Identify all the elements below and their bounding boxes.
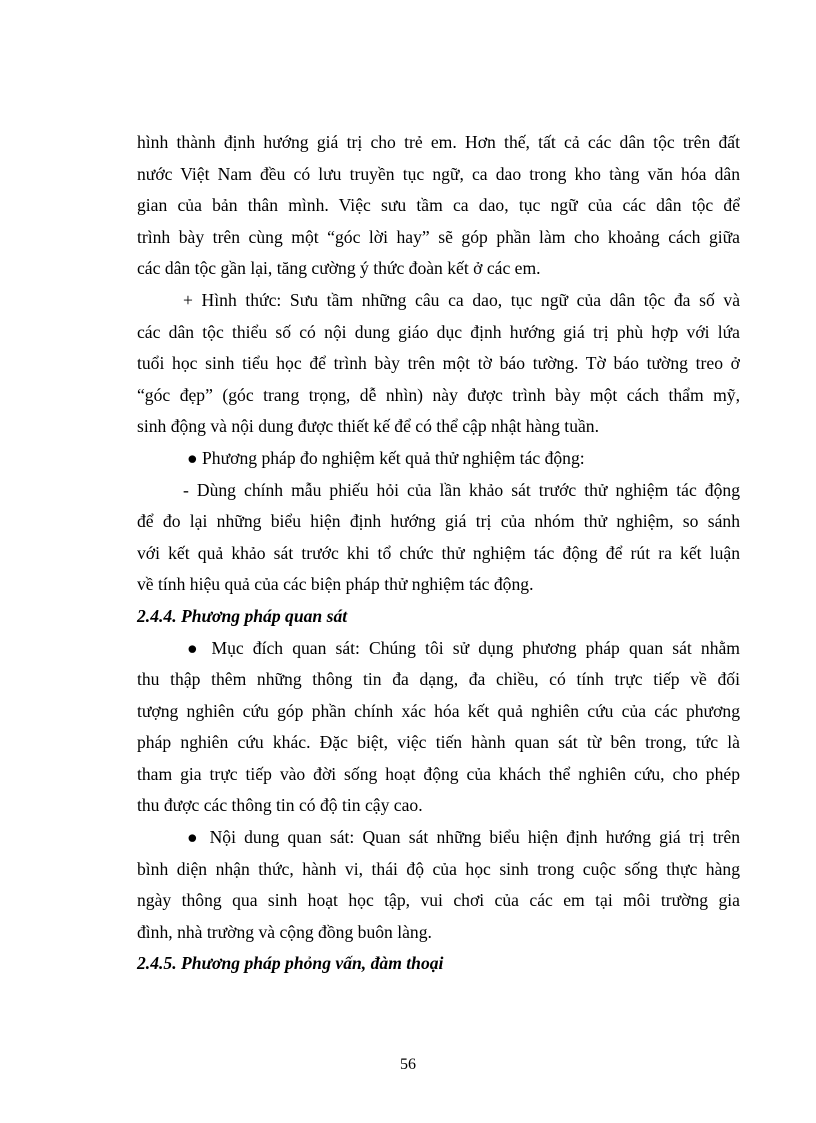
paragraph-1	[137, 127, 740, 285]
bullet-line: ● Phương pháp đo nghiệm kết quả thử nghiệm tác động:	[187, 447, 585, 468]
text-line: “góc đẹp” (góc trang trọng, dễ nhìn) này được trình bày một cách thẩm mỹ,	[137, 384, 740, 405]
paragraph-2	[137, 285, 740, 443]
text-line: để đo lại những biểu hiện định hướng giá trị của nhóm thử nghiệm, so sánh	[137, 511, 740, 532]
text-line: thu được các thông tin có độ tin cậy cao.	[137, 795, 423, 816]
bullet-line: ● Mục đích quan sát: Chúng tôi sử dụng phương pháp quan sát nhằm	[187, 637, 740, 658]
bullet-line: ● Nội dung quan sát: Quan sát những biểu hiện định hướng giá trị trên	[187, 827, 740, 848]
text-line: + Hình thức: Sưu tầm những câu ca dao, tục ngữ của dân tộc đa số và	[183, 289, 740, 310]
section-heading-2-4-5: 2.4.5. Phương pháp phỏng vấn, đàm thoại	[137, 953, 444, 974]
text-line: nước Việt Nam đều có lưu truyền tục ngữ, ca dao trong kho tàng văn hóa dân	[137, 163, 740, 184]
text-line: tượng nghiên cứu góp phần chính xác hóa kết quả nghiên cứu của các phương	[137, 700, 740, 721]
text-line: tham gia trực tiếp vào đời sống hoạt động của khách thể nghiên cứu, cho phép	[137, 763, 740, 784]
text-line: hình thành định hướng giá trị cho trẻ em. Hơn thế, tất cả các dân tộc trên đất	[137, 132, 740, 152]
paragraph-3	[137, 443, 740, 475]
text-line: các dân tộc gần lại, tăng cường ý thức đoàn kết ở các em.	[137, 258, 541, 279]
text-line: đình, nhà trường và cộng đồng buôn làng.	[137, 921, 432, 942]
paragraph-4	[137, 475, 740, 601]
text-line: về tính hiệu quả của các biện pháp thử nghiệm tác động.	[137, 574, 534, 595]
text-line: sinh động và nội dung được thiết kế để có thể cập nhật hàng tuần.	[137, 416, 599, 437]
page-number: 56	[400, 1056, 416, 1073]
text-line: ngày thông qua sinh hoạt học tập, vui chơi của các em tại môi trường gia	[137, 890, 740, 911]
text-line: với kết quả khảo sát trước khi tổ chức thử nghiệm tác động để rút ra kết luận	[137, 542, 740, 563]
section-heading-2-4-4: 2.4.4. Phương pháp quan sát	[137, 605, 348, 626]
text-line: gian của bản thân mình. Việc sưu tầm ca dao, tục ngữ của các dân tộc để	[137, 195, 740, 216]
text-line: - Dùng chính mẫu phiếu hỏi của lần khảo sát trước thử nghiệm tác động	[183, 479, 740, 500]
text-line: bình diện nhận thức, hành vi, thái độ của học sinh trong cuộc sống thực hàng	[137, 858, 740, 879]
paragraph-5	[137, 633, 740, 823]
text-line: thu thập thêm những thông tin đa dạng, đa chiều, có tính trực tiếp về đối	[137, 669, 740, 690]
text-line: pháp nghiên cứu khác. Đặc biệt, việc tiến hành quan sát từ bên trong, tức là	[137, 732, 740, 753]
text-line: các dân tộc thiểu số có nội dung giáo dục định hướng giá trị phù hợp với lứa	[137, 321, 740, 342]
page-body	[137, 127, 740, 980]
text-line: trình bày trên cùng một “góc lời hay” sẽ góp phần làm cho khoảng cách giữa	[137, 226, 740, 247]
text-line: tuổi học sinh tiểu học để trình bày trên một tờ báo tường. Tờ báo tường treo ở	[137, 353, 740, 374]
paragraph-6	[137, 822, 740, 948]
